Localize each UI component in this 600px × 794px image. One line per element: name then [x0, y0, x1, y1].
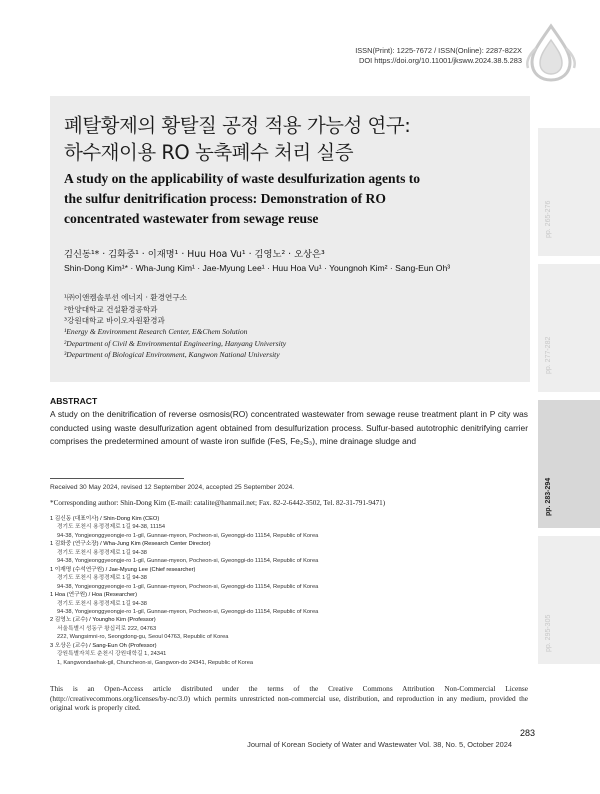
address-line: 94-38, Yongjeonggyeongje-ro 1-gil, Gunnae-myeon, Pocheon-si, Gyeonggi-do 11154, Republic of Korea	[57, 608, 319, 615]
address-entry	[50, 591, 530, 616]
address-name: 2 김영노 (교수) / Youngho Kim (Professor)	[50, 617, 156, 624]
affiliations-korean	[64, 292, 187, 327]
affiliation-item: ³강원대학교 바이오자원환경과	[64, 316, 165, 325]
address-line: 94-38, Yongjeonggyeongje-ro 1-gil, Gunnae-myeon, Pocheon-si, Gyeonggi-do 11154, Republic of Korea	[57, 558, 319, 565]
affiliation-item: ²한양대학교 건설환경공학과	[64, 304, 158, 314]
address-entry	[50, 540, 530, 565]
affiliation-item: ³Department of Biological Environment, Kangwon National University	[64, 350, 280, 359]
address-line: 강원특별자치도 춘천시 강원대학길 1, 24341	[57, 651, 167, 658]
english-title-line: the sulfur denitrification process: Demonstration of RO	[64, 191, 386, 206]
issn: ISSN(Print): 1225-7672 / ISSN(Online): 2287-822X	[355, 46, 522, 55]
side-tab-label: pp. 277-282	[545, 336, 552, 374]
doi-link[interactable]: DOI https://doi.org/10.11001/jksww.2024.38.5.283	[359, 56, 522, 65]
affiliation-item: ²Department of Civil & Environmental Engineering, Hanyang University	[64, 338, 287, 348]
address-line: 94-38, Yongjeonggyeongje-ro 1-gil, Gunnae-myeon, Pocheon-si, Gyeonggi-do 11154, Republic of Korea	[57, 532, 319, 539]
author-addresses	[50, 515, 530, 667]
english-title-line: concentrated wastewater from sewage reuse	[64, 211, 319, 226]
address-name: 1 Hoa (연구원) / Hoa (Researcher)	[50, 592, 137, 599]
affiliation-item: ¹㈜이앤켐솔루션 에너지 · 환경연구소	[64, 293, 187, 302]
english-title-line: A study on the applicability of waste desulfurization agents to	[64, 171, 421, 186]
address-entry	[50, 566, 530, 591]
address-line: 경기도 포천시 용정경제로 1길 94-38, 11154	[57, 524, 166, 531]
received-dates: Received 30 May 2024, revised 12 September 2024, accepted 25 September 2024.	[50, 484, 295, 491]
address-entry	[50, 642, 530, 667]
address-line: 경기도 포천시 용정경제로 1길 94-38	[57, 549, 147, 556]
address-line: 경기도 포천시 용정경제로 1길 94-38	[57, 575, 147, 582]
korean-title-line: 하수재이용 RO 농축폐수 처리 실증	[64, 141, 354, 164]
korean-title	[64, 112, 504, 166]
journal-identifiers	[355, 46, 522, 66]
affiliation-item: ¹Energy & Environment Research Center, E&Chem Solution	[64, 327, 248, 336]
affiliations-english	[64, 326, 286, 361]
address-line: 서울특별시 성동구 왕십리로 222, 04763	[57, 625, 157, 632]
journal-footer: Journal of Korean Society of Water and Wastewater Vol. 38, No. 5, October 2024	[247, 740, 512, 749]
abstract-text: A study on the denitrification of reverse osmosis(RO) concentrated wastewater from sewage reuse treatment plant in P city was conducted using waste desulfurization agent obtained from desulfurization process. Sulfur-based autotrophic denitrifying carrier comprises the predetermined amount of waste iron sulfide (FeS, Fe₂S₃), mine drainage sludge and	[50, 409, 528, 447]
side-tab-label-active: pp. 283-294	[545, 477, 552, 516]
address-line: 94-38, Yongjeonggyeongje-ro 1-gil, Gunnae-myeon, Pocheon-si, Gyeonggi-do 11154, Republic of Korea	[57, 583, 319, 590]
water-drop-logo-icon	[520, 22, 582, 82]
address-entry	[50, 616, 530, 641]
side-tab-label: pp. 265-276	[545, 200, 552, 238]
english-title	[64, 169, 514, 229]
address-name: 1 김화중 (연구소장) / Wha-Jung Kim (Research Center Director)	[50, 541, 211, 548]
address-name: 1 김신동 (대표이사) / Shin-Dong Kim (CEO)	[50, 516, 160, 522]
address-entry	[50, 515, 530, 540]
address-name: 3 오상은 (교수) / Sang-Eun Oh (Professor)	[50, 642, 157, 649]
authors-english: Shin-Dong Kim¹* · Wha-Jung Kim¹ · Jae-Myung Lee¹ · Huu Hoa Vu¹ · Youngnoh Kim² · Sang-Eun Oh³	[64, 263, 451, 273]
page-number: 283	[520, 728, 536, 738]
address-line: 1, Kangwondaehak-gil, Chuncheon-si, Gangwon-do 24341, Republic of Korea	[57, 659, 254, 666]
authors-korean: 김신동¹* · 김화중¹ · 이재명¹ · Huu Hoa Vu¹ · 김영노² · 오상은³	[64, 249, 325, 260]
corresponding-author: *Corresponding author: Shin-Dong Kim (E-mail: catalite@hanmail.net; Fax. 82-2-6442-3502, Tel. 82-31-791-9471)	[50, 499, 386, 507]
address-name: 1 이재명 (수석연구원) / Jae-Myung Lee (Chief researcher)	[50, 566, 196, 573]
korean-title-line: 폐탈황제의 황탈질 공정 적용 가능성 연구:	[64, 114, 411, 137]
abstract-heading: ABSTRACT	[50, 396, 98, 406]
license-notice: This is an Open-Access article distributed under the terms of the Creative Commons Attribution Non-Commercial License (http://creativecommons.org/licenses/by-nc/3.0) which permits unrestricted non-commercial use, distribution, and reproduction in any medium, provided the original work is properly cited.	[50, 684, 528, 713]
address-line: 경기도 포천시 용정경제로 1길 94-38	[57, 600, 147, 607]
side-tab-label: pp. 295-305	[545, 614, 552, 652]
footnote-divider	[50, 478, 184, 479]
address-line: 222, Wangsimni-ro, Seongdong-gu, Seoul 04763, Republic of Korea	[57, 634, 229, 641]
